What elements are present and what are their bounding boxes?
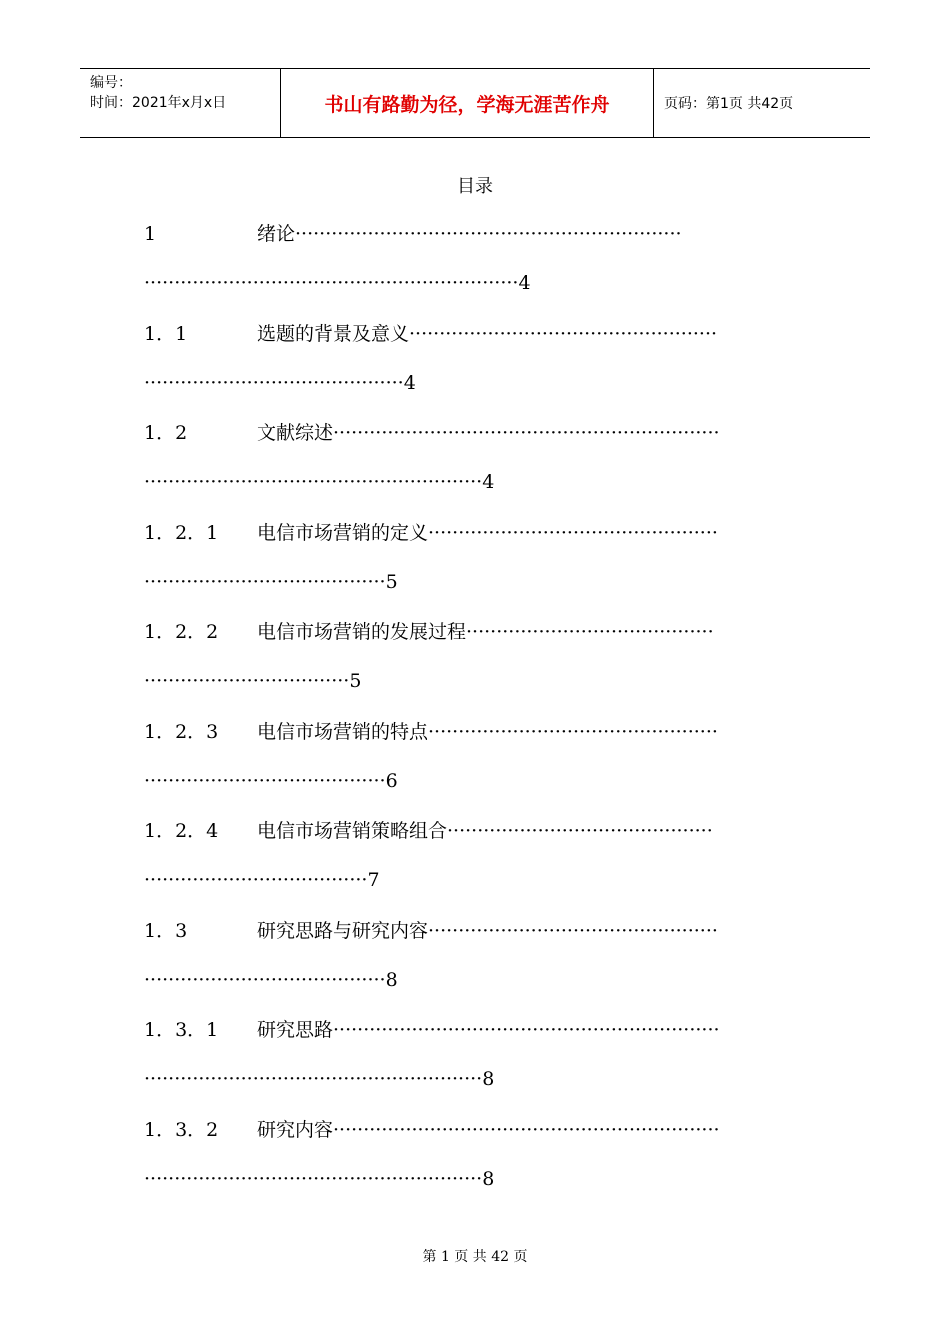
header-time-label: 时间：2021年x月x日	[90, 95, 227, 111]
page-header	[80, 68, 870, 138]
toc-entry-number: 1．3．1	[144, 1019, 219, 1041]
toc-entry-leader	[144, 966, 398, 994]
toc-entry-page: 5	[349, 670, 362, 692]
header-page-info: 页码：第1页 共42页	[664, 96, 794, 112]
page-footer: 第 1 页 共 42 页	[422, 1249, 528, 1265]
toc-entry-number: 1．1	[144, 322, 188, 345]
toc-entry-leader	[144, 1165, 494, 1193]
toc-entry-title: 选题的背景及意义···················································	[257, 322, 718, 345]
toc-entry-title: 研究思路与研究内容················································	[257, 919, 718, 942]
toc-entry-page: 5	[385, 570, 398, 593]
toc-entry-number: 1．2．3	[144, 720, 219, 743]
toc-entry-number: 1．2．2	[144, 621, 219, 643]
header-number-label: 编号：	[90, 75, 132, 91]
toc-leader-dots: ··································	[144, 670, 350, 692]
toc-entry-page: 7	[367, 869, 380, 891]
toc-entry-title: 电信市场营销策略组合············································	[257, 820, 713, 842]
toc-leader-dots: ························································	[144, 1068, 483, 1090]
toc-entry-title: 研究思路································································	[257, 1019, 720, 1041]
toc-entry-page: 8	[482, 1167, 495, 1190]
toc-entry-title: 研究内容································································	[257, 1118, 720, 1141]
toc-title: 目录	[457, 176, 493, 197]
toc-entry-page: 6	[385, 769, 398, 792]
toc-entry-title: 电信市场营销的特点················································	[257, 720, 718, 743]
header-left-cell	[80, 69, 281, 137]
toc-entry-leader	[144, 468, 494, 496]
toc-entry-leader	[144, 1065, 494, 1093]
toc-leader-dots: ········································	[144, 570, 386, 593]
toc-leader-dots: ···········································	[144, 371, 404, 394]
toc-entry-leader	[144, 369, 416, 397]
toc-entry-leader	[144, 667, 361, 695]
toc-leader-dots: ························································	[144, 471, 483, 493]
toc-entry-number: 1．2	[144, 422, 188, 444]
toc-entry-page: 4	[403, 371, 416, 394]
toc-entry-page: 4	[482, 471, 495, 493]
toc-entry-title: 电信市场营销的发展过程·········································	[257, 621, 714, 643]
toc-entry-leader	[144, 568, 398, 596]
toc-leader-dots: ······························································	[144, 272, 519, 294]
toc-entry-leader	[144, 767, 398, 795]
toc-leader-dots: ························································	[144, 1167, 483, 1190]
toc-entry-number: 1．3．2	[144, 1118, 219, 1141]
toc-entry-page: 8	[482, 1068, 495, 1090]
toc-leader-dots: ········································	[144, 769, 386, 792]
toc-entry-number: 1．2．4	[144, 820, 219, 842]
toc-leader-dots: ········································	[144, 968, 386, 991]
toc-entry-leader	[144, 269, 531, 297]
toc-entry-number: 1	[144, 223, 157, 245]
toc-entry-page: 8	[385, 968, 398, 991]
toc-entry-title: 文献综述································································	[257, 422, 720, 444]
toc-entry-title: 绪论································································	[257, 223, 682, 245]
toc-entry-number: 1．3	[144, 919, 188, 942]
header-motto: 书山有路勤为径，学海无涯苦作舟	[281, 69, 654, 137]
toc-entry-number: 1．2．1	[144, 521, 219, 544]
toc-entry-leader	[144, 866, 380, 894]
toc-entry-title: 电信市场营销的定义················································	[257, 521, 718, 544]
toc-leader-dots: ·····································	[144, 869, 368, 891]
toc-entry-page: 4	[518, 272, 531, 294]
